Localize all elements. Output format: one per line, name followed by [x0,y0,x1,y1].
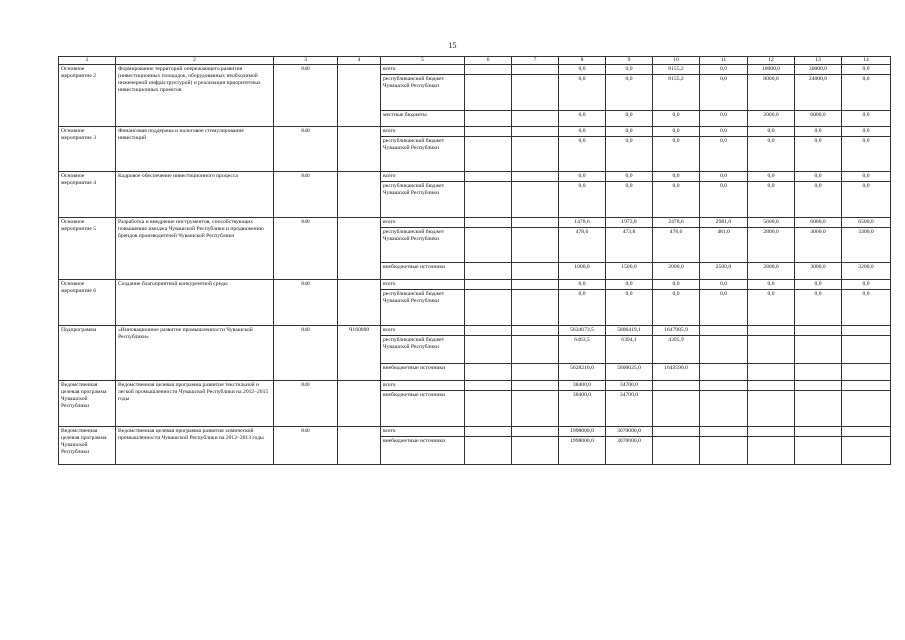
value-cell: 0,0 [842,172,891,182]
code-cell: 840 [274,172,338,218]
value-cell: 3200,0 [842,263,891,280]
value-cell [842,364,891,381]
value-cell [465,381,512,391]
table-row [59,427,891,437]
value-cell: 2800,0 [748,228,795,263]
value-cell: 0,0 [842,290,891,326]
value-cell: 0,0 [559,127,606,137]
value-cell: 0,0 [559,280,606,290]
value-cell: 0,0 [653,137,700,172]
column-header: 9 [606,57,653,65]
table-row [59,127,891,137]
value-cell: 5806419,1 [606,326,653,336]
value-cell [795,326,842,336]
code-cell: 840 [274,280,338,326]
value-cell: 0,0 [748,290,795,326]
value-cell: 0,0 [653,182,700,218]
value-cell: 0,0 [842,75,891,111]
value-cell [748,326,795,336]
funding-source-cell: местные бюджеты [381,111,465,127]
value-cell: 0,0 [700,75,748,111]
value-cell: 0,0 [559,182,606,218]
value-cell: 0,0 [559,111,606,127]
table-row [59,172,891,182]
measure-name-cell: Ведомственная целевая программа Чувашской Республики [59,427,116,465]
value-cell: 0,0 [559,65,606,75]
value-cell: 0,0 [559,75,606,111]
value-cell: 0,0 [559,172,606,182]
value-cell: 1973,8 [606,218,653,228]
value-cell: 0,0 [606,182,653,218]
measure-name-cell: Основное мероприятие 5 [59,218,116,280]
value-cell: 0,0 [842,65,891,75]
value-cell: 0,0 [606,75,653,111]
page-number: 15 [448,41,457,50]
value-cell [465,182,512,218]
value-cell: 0,0 [700,137,748,172]
value-cell [748,381,795,391]
target-code-cell [338,280,381,326]
funding-source-cell: всего [381,280,465,290]
value-cell: 0,0 [606,127,653,137]
value-cell: 3060,0 [795,228,842,263]
value-cell: 0,0 [842,280,891,290]
value-cell [512,336,559,364]
value-cell [700,336,748,364]
funding-source-cell: всего [381,218,465,228]
value-cell [465,364,512,381]
funding-source-cell: республиканский бюджет Чувашской Республики [381,228,465,263]
value-cell [465,137,512,172]
value-cell [465,172,512,182]
value-cell: 3000,0 [795,263,842,280]
measure-name-cell: Основное мероприятие 4 [59,172,116,218]
value-cell: 0,0 [748,137,795,172]
value-cell [465,263,512,280]
column-header: 2 [116,57,274,65]
value-cell [512,127,559,137]
funding-source-cell: всего [381,326,465,336]
value-cell: 1998000,0 [559,437,606,465]
value-cell [465,65,512,75]
value-cell [700,391,748,427]
code-cell: 840 [274,127,338,172]
value-cell [465,427,512,437]
value-cell: 38400,0 [559,391,606,427]
value-cell [465,75,512,111]
value-cell: 0,0 [748,182,795,218]
value-cell [465,437,512,465]
value-cell [653,391,700,427]
measure-name-cell: Ведомственная целевая программа Чувашской Республики [59,381,116,427]
measure-description-cell: Ведомственная целевая программа развития химической промышленности Чувашской Республики на 2012–2013 годы [116,427,274,465]
value-cell: 0,0 [795,137,842,172]
value-cell: 478,6 [653,228,700,263]
code-cell: 840 [274,218,338,280]
column-header: 11 [700,57,748,65]
value-cell: 0,0 [653,172,700,182]
value-cell [700,427,748,437]
value-cell: 0,0 [606,290,653,326]
value-cell: 3070000,0 [606,427,653,437]
value-cell [512,326,559,336]
target-code-cell [338,172,381,218]
measure-name-cell: Основное мероприятие 6 [59,280,116,326]
value-cell: 30000,0 [795,65,842,75]
measure-name-cell: Основное мероприятие 3 [59,127,116,172]
value-cell [653,381,700,391]
value-cell: 0,0 [795,172,842,182]
value-cell: 0,0 [606,137,653,172]
value-cell: 6060,0 [795,218,842,228]
value-cell [795,391,842,427]
value-cell: 10000,0 [748,65,795,75]
funding-source-cell: республиканский бюджет Чувашской Республики [381,182,465,218]
value-cell: 0,0 [653,290,700,326]
value-cell [512,65,559,75]
value-cell [512,75,559,111]
target-code-cell [338,381,381,427]
value-cell: 0,0 [700,127,748,137]
value-cell: 0,0 [795,290,842,326]
value-cell: 5628210,0 [559,364,606,381]
measure-description-cell: Разработка и внедрение инструментов, способствующих повышению имиджа Чувашской Республики и продвижению брендов производителей Чувашской Республики [116,218,274,280]
column-header: 10 [653,57,700,65]
target-code-cell [338,218,381,280]
funding-source-cell: внебюджетные источники [381,263,465,280]
value-cell: 2000,0 [653,263,700,280]
value-cell: 1500,0 [606,263,653,280]
measure-description-cell: Ведомственная целевая программа развития текстильной и легкой промышленности Чувашской Республики на 2012–2015 годы [116,381,274,427]
value-cell [795,364,842,381]
target-code-cell [338,65,381,127]
value-cell: 1000,0 [559,263,606,280]
target-code-cell: Ч160000 [338,326,381,381]
value-cell: 34700,0 [606,391,653,427]
value-cell: 1643590,0 [653,364,700,381]
value-cell [842,381,891,391]
code-cell: 840 [274,65,338,127]
measure-name-cell: Подпрограмма [59,326,116,381]
value-cell: 0,0 [559,290,606,326]
value-cell: 5634673,5 [559,326,606,336]
value-cell [465,336,512,364]
value-cell [700,326,748,336]
value-cell [465,280,512,290]
value-cell: 38400,0 [559,381,606,391]
value-cell: 6394,1 [606,336,653,364]
value-cell [842,437,891,465]
column-header: 14 [842,57,891,65]
funding-source-cell: всего [381,427,465,437]
value-cell [465,326,512,336]
column-header: 8 [559,57,606,65]
value-cell: 0,0 [606,280,653,290]
value-cell: 8155,2 [653,75,700,111]
column-header: 12 [748,57,795,65]
value-cell [795,381,842,391]
value-cell: 2981,0 [700,218,748,228]
value-cell: 0,0 [700,182,748,218]
value-cell: 0,0 [653,280,700,290]
value-cell [748,364,795,381]
value-cell: 6000,0 [795,111,842,127]
value-cell [653,427,700,437]
value-cell: 0,0 [795,182,842,218]
funding-source-cell: республиканский бюджет Чувашской Республики [381,75,465,111]
measure-description-cell: «Инновационное развитие промышленности Чувашской Республики» [116,326,274,381]
value-cell [512,137,559,172]
value-cell: 6500,0 [842,218,891,228]
value-cell: 0,0 [700,65,748,75]
column-header: 6 [465,57,512,65]
value-cell: 0,0 [606,65,653,75]
value-cell [842,336,891,364]
value-cell: 0,0 [795,280,842,290]
budget-table [58,56,891,465]
column-header: 3 [274,57,338,65]
value-cell [795,336,842,364]
value-cell [512,280,559,290]
value-cell [512,364,559,381]
value-cell [512,290,559,326]
target-code-cell [338,427,381,465]
value-cell [842,326,891,336]
value-cell: 24000,0 [795,75,842,111]
value-cell [748,427,795,437]
value-cell [842,427,891,437]
value-cell: 34700,0 [606,381,653,391]
measure-name-cell: Основное мероприятие 2 [59,65,116,127]
funding-source-cell: республиканский бюджет Чувашской Республики [381,137,465,172]
table-row [59,280,891,290]
code-cell: 840 [274,381,338,427]
value-cell: 2800,0 [748,263,795,280]
funding-source-cell: внебюджетные источники [381,391,465,427]
value-cell [512,427,559,437]
value-cell: 0,0 [842,127,891,137]
value-cell: 0,0 [842,111,891,127]
value-cell: 2478,6 [653,218,700,228]
value-cell [700,364,748,381]
value-cell [700,381,748,391]
value-cell [512,381,559,391]
column-header: 7 [512,57,559,65]
value-cell [748,336,795,364]
value-cell: 6463,5 [559,336,606,364]
column-header: 5 [381,57,465,65]
value-cell [465,111,512,127]
value-cell: 0,0 [653,127,700,137]
value-cell [512,263,559,280]
value-cell [653,437,700,465]
value-cell [512,172,559,182]
funding-source-cell: республиканский бюджет Чувашской Республики [381,290,465,326]
value-cell: 0,0 [700,290,748,326]
target-code-cell [338,127,381,172]
code-cell: 840 [274,427,338,465]
column-header: 13 [795,57,842,65]
table-row [59,381,891,391]
value-cell: 0,0 [653,111,700,127]
value-cell [465,290,512,326]
value-cell: 0,0 [795,127,842,137]
value-cell: 3070000,0 [606,437,653,465]
value-cell: 0,0 [748,172,795,182]
funding-source-cell: внебюджетные источники [381,437,465,465]
value-cell: 481,0 [700,228,748,263]
value-cell [465,218,512,228]
measure-description-cell: Создание благоприятной конкурентной среды [116,280,274,326]
value-cell: 0,0 [748,280,795,290]
value-cell: 0,0 [842,137,891,172]
table-row [59,218,891,228]
value-cell [512,391,559,427]
value-cell: 2500,0 [700,263,748,280]
funding-source-cell: всего [381,127,465,137]
value-cell [842,391,891,427]
value-cell [512,182,559,218]
measure-description-cell: Формирование территорий опережающего развития (инвестиционных площадок, оборудованных необходимой инженерной инфраструктурой) и реализация приоритетных инвестиционных проектов [116,65,274,127]
value-cell: 1647985,9 [653,326,700,336]
funding-source-cell: всего [381,381,465,391]
value-cell: 8000,0 [748,75,795,111]
column-header: 4 [338,57,381,65]
value-cell [748,437,795,465]
measure-description-cell: Кадровое обеспечение инвестиционного процесса [116,172,274,218]
value-cell [748,391,795,427]
value-cell: 0,0 [700,280,748,290]
value-cell: 0,0 [842,182,891,218]
value-cell [465,391,512,427]
value-cell [512,437,559,465]
value-cell: 8155,2 [653,65,700,75]
value-cell: 3300,0 [842,228,891,263]
header-row [59,57,891,65]
funding-source-cell: всего [381,172,465,182]
value-cell [700,437,748,465]
funding-source-cell: внебюджетные источники [381,364,465,381]
column-header: 1 [59,57,116,65]
code-cell: 840 [274,326,338,381]
value-cell: 473,8 [606,228,653,263]
value-cell: 4395,9 [653,336,700,364]
value-cell [795,427,842,437]
value-cell: 0,0 [559,137,606,172]
measure-description-cell: Финансовая поддержка и налоговое стимулирование инвестиций [116,127,274,172]
value-cell: 0,0 [606,111,653,127]
value-cell: 0,0 [700,172,748,182]
value-cell: 5800025,0 [606,364,653,381]
value-cell: 478,6 [559,228,606,263]
table-row [59,326,891,336]
value-cell: 1998000,0 [559,427,606,437]
value-cell [795,437,842,465]
value-cell: 1478,6 [559,218,606,228]
value-cell [465,228,512,263]
funding-source-cell: республиканский бюджет Чувашской Республики [381,336,465,364]
value-cell: 0,0 [748,127,795,137]
funding-source-cell: всего [381,65,465,75]
value-cell [512,111,559,127]
value-cell [512,218,559,228]
value-cell: 0,0 [606,172,653,182]
value-cell: 0,0 [700,111,748,127]
value-cell: 2000,0 [748,111,795,127]
value-cell: 5600,0 [748,218,795,228]
table-row [59,65,891,75]
value-cell [512,228,559,263]
value-cell [465,127,512,137]
